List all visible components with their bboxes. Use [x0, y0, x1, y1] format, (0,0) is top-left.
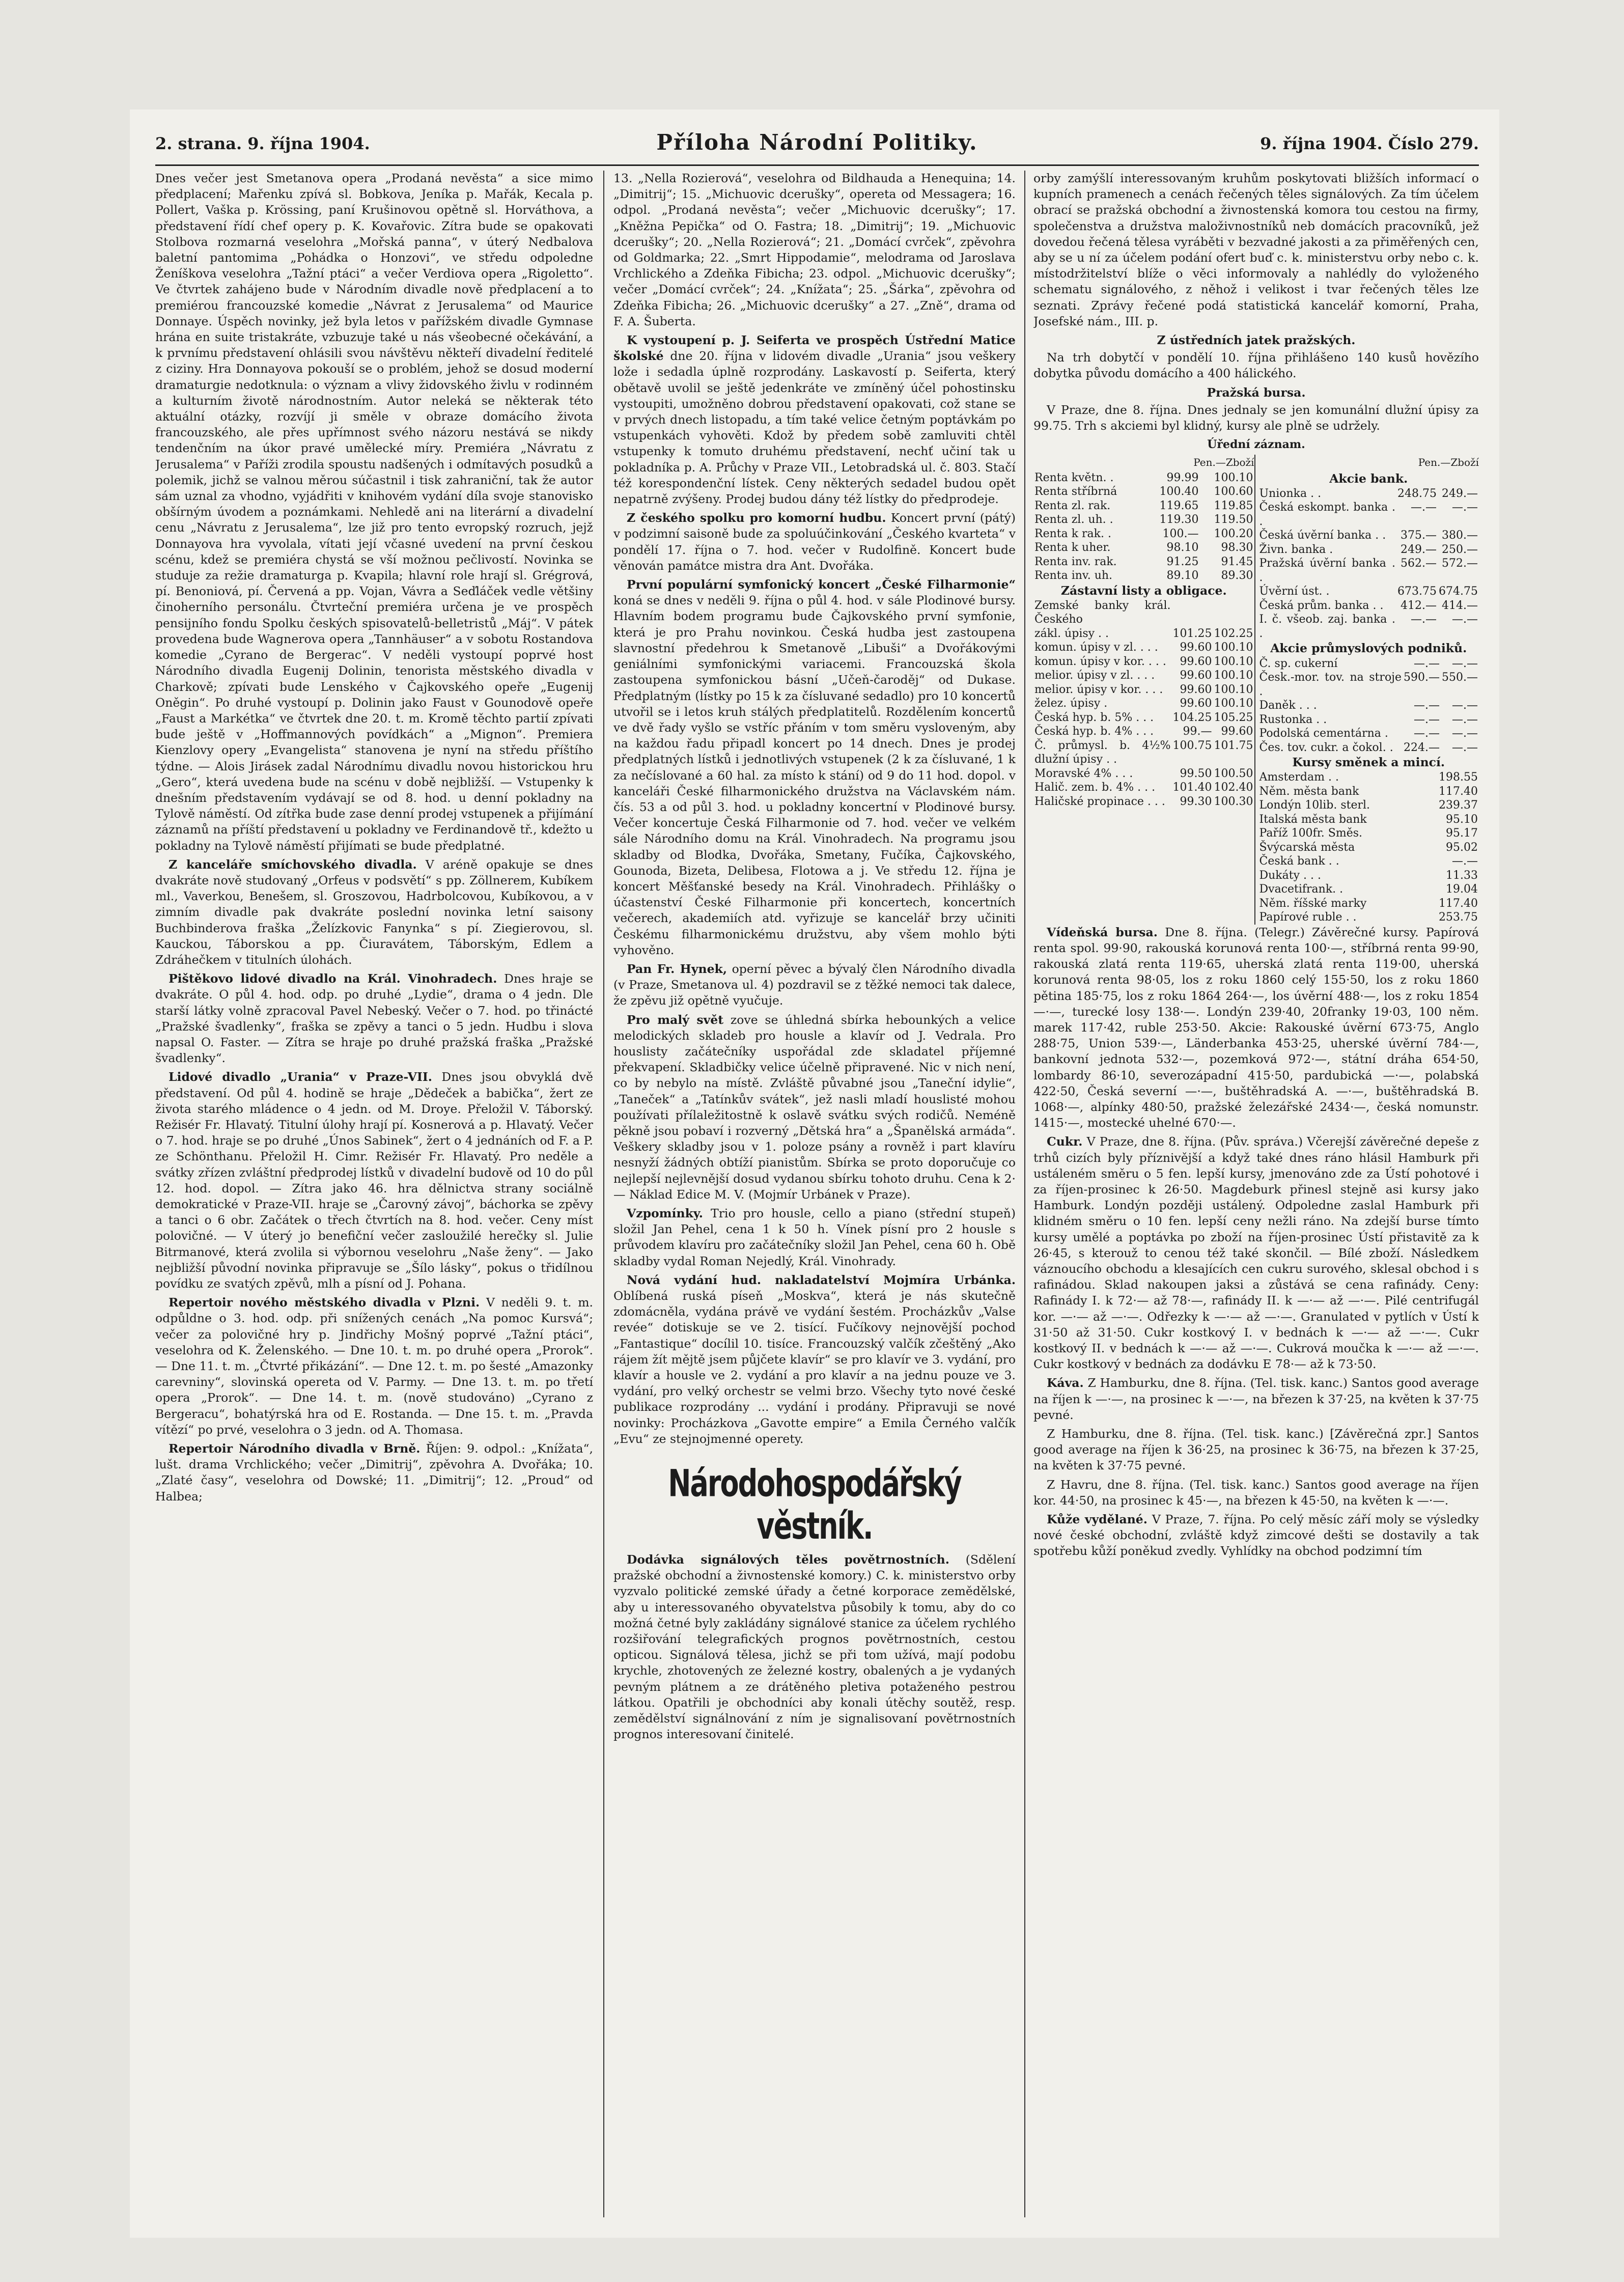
rate-row: [1258, 841, 1479, 855]
rate-value: —.—: [1414, 657, 1440, 670]
article-symphonic-heading: První populární symfonický koncert „České Filharmonie“: [627, 577, 1016, 592]
rate-value: 104.25: [1172, 711, 1212, 724]
rate-label: Italská města bank: [1259, 813, 1367, 826]
article-maly-svet: Pro malý svět zove se úhledná sbírka hebounkých a velice melodických skladeb pro housle a klavír od J. Vedrala. Pro houslisty začátečníky uspořádal zde skladatel příjemné překvapení. Skladbičky velice účelně připravené. Nic v nich není, co by nebylo na místě. Zvláště půvabné jsou „Taneční idylie“, „Taneček“ a „Tatínkův svátek“, jež nasli mladí houslisté mohou používati přílaležitostně k oslavě svátku svých rodičů. Neméně pěkně jsou pobaví i rozverný „Dětská hra“ a „Španělská armáda“. Veškery skladby jsou v 1. poloze psány a rovněž i part klavíru nesnyží žádných obtíží pianistům. Sbírka se proto doporučuje co nejlepší nejlevnější dosud vydanou sbírku tohoto druhu. Cena k 2·— Náklad Edice M. V. (Mojmír Urbánek v Praze).: [613, 1012, 1016, 1202]
rate-value: —.—: [1452, 501, 1478, 514]
article-plzen: Repertoir nového městského divadla v Plzni. V neděli 9. t. m. odpůldne o 3. hod. odp. při snížených cenách „Na pomoc Kursvá“; večer za polovičné hry p. Jindřichy Mošný poprvé „Tažní ptáci“, veselohra od K. Želenského. — Dne 10. t. m. po druhé opera „Prorok“. — Dne 11. t. m. „Čtvrté přikázání“. — Dne 12. t. m. po šesté „Amazonky carevniny“, slovinská opereta od V. Parmy. — Dne 13. t. m. po třetí opera „Prorok“. — Dne 14. t. m. (nově studováno) „Cyrano z Bergeracu“, bohatýrská hra od E. Rostanda. — Dne 15. t. m. „Pravda vítězí“ po prvé, veselohra o 3 jedn. od A. Thomasa.: [155, 1295, 593, 1437]
rate-row: [1258, 487, 1479, 501]
rate-value: 249.—: [1442, 487, 1478, 500]
rate-value: [1213, 599, 1254, 627]
rate-value: 100.75: [1172, 739, 1212, 752]
rate-row: [1033, 781, 1254, 795]
rate-value: 673.75: [1397, 585, 1437, 598]
column-3: [1033, 171, 1479, 2217]
article-smichov-heading: Z kanceláře smíchovského divadla.: [169, 857, 417, 872]
rate-value: 11.33: [1446, 869, 1478, 882]
rate-label: Úvěrní úst. .: [1259, 585, 1330, 598]
rate-row: [1033, 767, 1254, 781]
rate-row: [1258, 585, 1479, 599]
article-chamber-heading: Z českého spolku pro komorní hudbu.: [627, 511, 886, 525]
rate-value: 99.60: [1180, 683, 1212, 696]
rate-row: [1258, 854, 1479, 869]
rate-value: 99.60: [1221, 725, 1253, 738]
rate-label: Renta inv. rak.: [1034, 555, 1117, 568]
rate-value: —.—: [1411, 613, 1437, 626]
article-cukr: Cukr. V Praze, dne 8. října. (Pův. správa.) Včerejší závěrečné depeše z trhů cizích byly příznivější a když také dnes ráno hlásil Hamburk při ustáleném směru o 5 fen. lepší kursy, jmenováno zde za Ústí pohotové i za říjen-prosinec k 26·50. Magdeburk přinesl stejně asi kursy jako Hamburk. Londýn později ustálený. Odpoledne zaslal Hamburk při klidném směru o 10 fen. lepší ceny nežli ráno. Na zdejší burse tímto kursy umělé a poptávka po zboží na říjen-prosinec Ústí přistavitě za k 26·45, s kterouž to cenou též také skončil. — Bílé zboží. Následkem váznoucího obchodu a klesajících cen cukru surového, sklesal obchod i s rafinádou. Sklad nakoupen jaksi a zůstává se cena rafinády. Ceny: Rafinády I. k 72·— až 78·—, rafinády II. k —·— až —·—. Pilé centrifugál kor. —·— až —·—. Odřezky k —·— až —·—. Granulated v pytlích v Ústí k 31·50 až 31·50. Cukr kostkový I. v bednách k —·— až —·—. Cukr kostkový II. v bednách k —·— až —·—. Cukrová moučka k —·— až —·—. Cukr kostkový v bednách za dodávku E 78·— až k 73·50.: [1033, 1134, 1479, 1372]
rate-value: 100.10: [1214, 641, 1253, 654]
rate-value: —.—: [1411, 501, 1437, 514]
rate-label: Zemské banky král. Českého: [1034, 599, 1171, 626]
page-header: [155, 130, 1479, 160]
renta-table: [1033, 471, 1254, 583]
rate-label: Londýn 10lib. sterl.: [1259, 799, 1370, 812]
rate-row: [1033, 725, 1254, 739]
rate-value: 98.10: [1166, 541, 1199, 554]
rate-label: Česká úvěrní banka . .: [1259, 529, 1386, 542]
newspaper-page: [130, 109, 1499, 2238]
rate-label: Moravské 4% . . .: [1034, 767, 1133, 780]
official-record-heading: Úřední záznam.: [1207, 438, 1305, 452]
rate-label: Podolská cementárna .: [1259, 727, 1388, 740]
rate-row: [1258, 798, 1479, 813]
rate-value: 380.—: [1442, 529, 1478, 542]
header-title: Příloha Národní Politiky.: [656, 130, 978, 155]
rate-row: [1258, 599, 1479, 613]
rate-row: [1258, 741, 1479, 755]
rate-row: [1033, 513, 1254, 527]
rate-value: 99.—: [1183, 725, 1212, 738]
rate-label: Něm. města bank: [1259, 785, 1359, 798]
rate-label: I. č. všeob. zaj. banka . .: [1259, 613, 1396, 640]
rate-value: 102.25: [1214, 627, 1253, 640]
header-rule: [155, 164, 1479, 166]
rate-label: Papírové ruble . .: [1259, 911, 1357, 924]
rate-value: 100.10: [1214, 471, 1253, 484]
rate-value: —.—: [1452, 713, 1478, 726]
rate-label: želez. úpisy .: [1034, 697, 1108, 710]
rate-value: 198.55: [1439, 771, 1478, 784]
rate-value: 117.40: [1439, 897, 1478, 910]
akcie-table: [1258, 487, 1479, 641]
rate-value: 100.40: [1159, 485, 1199, 498]
column-2: [613, 171, 1016, 2217]
rate-value: 119.65: [1159, 499, 1199, 512]
akcie-heading: Akcie bank.: [1329, 471, 1408, 486]
article-hynek: Pan Fr. Hynek, operní pěvec a bývalý člen Národního divadla (v Praze, Smetanova ul. 4) pozdravil se z těžké nemoci tak dalece, že zpěvu již opětně vyučuje.: [613, 961, 1016, 1008]
article-vzpominky-heading: Vzpomínky.: [627, 1206, 703, 1220]
rate-value: 99.60: [1180, 641, 1212, 654]
rate-value: 100.10: [1214, 655, 1253, 668]
rate-value: 100.—: [1162, 527, 1199, 540]
article-national-theatre: Dnes večer jest Smetanova opera „Prodaná nevěsta“ a sice mimo předplacení; Mařenku zpívá sl. Bobkova, Jeníka p. Mařák, Kecala p. Pollert, Vaška p. Krössing, paní Krušinovou opětně sl. Horváthova, a představení řídí chef opery p. K. Kovařovic. Zítra bude se opakovati Stolbova rozmarná veselohra „Mořská panna“, v úterý Nedbalova baletní pantomima „Pohádka o Honzovi“, ve středu odpoledne Ženíškova veselohra „Tažní ptáci“ a večer Verdiova opera „Rigoletto“. Ve čtvrtek zahájeno bude v Národním divadle nově předplacení a to premiérou francouzské komedie „Návrat z Jerusalema“ od Maurice Donnaye. Úspěch novinky, jež byla letos v pařížském divadle Gymnase hrána en suite tristakráte, vzbuzuje také u nás všeobecné očekávání, a k prvnímu představení ohlásili svou návštěvu někteří divadelní ředitelé z ciziny. Hra Donnayova pokouší se o problém, jehož se dosud moderní dramaturgie nedotknula: o význam a vlivy židovského živlu v rodinném a kulturním životě národnostním. Autor neleká se některak této aktuální otázky, rozvíjí ji směle v obraze domácího života francouzského, ale přes upřímnost svého názoru nestává se nikdy tendenčním na úkor pravé umělecké míry. Premiéra „Návratu z Jerusalema“ v Paříži zrodila spoustu nadšených i odmítavých posudků a polemik, jichž se valnou měrou súčastnil i tisk zahraniční, tak že autor sám uznal za vhodno, vyjádřiti v knihovém vydání díla svoje stanovisko obšírným úvodem a poznámkami. Nehledě ani na literární a divadelní cenu „Návratu z Jerusalema“, lze již pro tento evropský rozruch, jejž Donnayova hra vyvolala, vítati její včasné uvedení na první českou scénu, kdež se premiéra chystá se vší možnou pečlivostí. Novinka se studuje za režie dramaturga p. Kvapila; hlavní role hrají sl. Grégrová, pí. Benoniová, pí. Červená a pp. Vojan, Vávra a Seďláček vedle většiny činoherního personálu. Čtvrteční premiéra určena je ve prospěch pensijního fondu Spolku českých spisovatelů-belletristů „Máj“. V pátek provedena bude Wagnerova opera „Tannhäuser“ a v sobotu Rostandova komedie „Cyrano de Bergerac“. V neděli vystoupí poprvé host Národního divadla Eugenij Dolinin, tenorista městského divadla v Charkově; zpívati bude Lenského v Čajkovského opeře „Eugenij Oněgin“. Po druhé vystoupí p. Dolinin jako Faust v Gounodově opeře „Faust a Markétka“ ve čtvrtek dne 20. t. m. Kromě těchto partií zpívati bude ještě v „Hoffmannových povídkách“ a „Mignon“. Premiera Kienzlovy opery „Evangelista“ stanovena je nyní na středu příštího týdne. — Alois Jirásek zadal Národnímu divadlu novou historickou hru „Gero“, která uvedena bude na scénu v době nejbližší. — Vstupenky k dnešním představením vydávají se od 8. hod. u denní pokladny na Tylově náměstí. Od zítřka bude zase denní prodej vstupenek a přijímání záznamů na příští představení u pokladny ve Ferdinandově tř., kdežto u pokladny na Tylově náměstí přijímati se bude předplatné.: [155, 171, 593, 853]
article-pistek-heading: Pištěkovo lidové divadlo na Král. Vinohradech.: [169, 971, 497, 986]
article-symphonic: První populární symfonický koncert „České Filharmonie“ koná se dnes v neděli 9. října o půl 4. hod. v sále Plodinové bursy. Hlavním bodem programu bude Čajkovského první symfonie, která je pro Prahu novinkou. Česká hudba jest zastoupena slavnostní předehrou k Smetanově „Libuši“ a Dvořákovými geniálními symfonickými variacemi. Francouzská škola zastoupena symfonickou básní „Učeň-čaroděj“ od Dukase. Předplatným (lístky po 15 k za čísluvané sedadlo) pro 10 koncertů utvořil se i letos kruh stálých předplatitelů. Rozdělením koncertů ve dvě řady vyšlo se vstříc přáním v tom směru vysloveným, aby na každou řadu připadl koncert po 14 dnech. Dnes je prodej předplatných lístků i jednotlivých vstupenek (2 k za čísluvané, 1 k za nečíslované a 60 hal. za místo k stání) od 9 do 11 hod. dopol. v kanceláři České filharmonického družstva na Václavském nám. čís. 53 a od půl 3. hod. u pokladny koncertní v Plodinové bursy. Večer koncertuje Česká Filharmonie od 7. hod. večer ve velkém sále Národního domu na Král. Vinohradech. Na programu jsou skladby od Blodka, Dvořáka, Smetany, Fučíka, Čajkovského, Gounoda, Bizeta, Delibesa, Flotowa a j. Ve středu 12. října je koncert Měšťanské besedy na Král. Vinohradech. Přihlášky o účastenství České Filharmonie při koncertech, koncertních večerech, akademiích atd. vyřizuje se kancelář brzy učiniti Českému filharmonickému družstvu, aby všem mohlo býti vyhověno.: [613, 577, 1016, 957]
article-kuze: Kůže vydělané. V Praze, 7. října. Po celý měsíc září moly se výsledky nové české obchodní, zvláště když zimcové dešti se dostavily a tak spotřebu kůží poněkud zvedly. Vyhlídky na obchod podzimní tím: [1033, 1512, 1479, 1559]
rate-label: Něm. říšské marky: [1259, 897, 1367, 910]
rate-row: [1033, 555, 1254, 569]
rate-row: [1033, 541, 1254, 555]
rate-value: 550.—: [1442, 671, 1478, 684]
rate-row: [1258, 528, 1479, 543]
kuze-heading: Kůže vydělané.: [1047, 1512, 1147, 1527]
rate-label: Renta inv. uh.: [1034, 569, 1113, 582]
article-urbanek-heading: Nová vydání hud. nakladatelství Mojmíra Urbánka.: [627, 1272, 1016, 1287]
column-separator-2: [1024, 171, 1025, 2217]
rate-value: 101.40: [1172, 781, 1212, 794]
rate-label: Daněk . . .: [1259, 699, 1317, 712]
rate-row: [1258, 699, 1479, 713]
rate-value: 100.50: [1214, 767, 1253, 780]
prum-heading: Akcie průmyslových podniků.: [1270, 641, 1467, 656]
rate-label: Česk.-mor. tov. na stroje .: [1259, 671, 1402, 698]
article-viden: Vídeňská bursa. Dne 8. října. (Telegr.) Závěrečné kursy. Papírová renta spol. 99·90, rakouská korunová renta 100·—, stříbrná renta 99·90, rakouská zlatá renta 119·65, uherská zlatá renta 119·00, uherská korunová renta 98·05, los z roku 1860 celý 155·50, los z roku 1860 pětina 185·75, los z roku 1864 264·—, los úvěrní 488·—, los z roku 1854 —·—, turecké losy 138·—. Londýn 239·40, 20franky 19·03, 100 něm. marek 117·42, ruble 253·50. Akcie: Rakouské úvěrní 673·75, Anglo 288·75, Union 539·—, Länderbanka 453·25, uherské úvěrní 784·—, bankovní jednota 532·—, pozemková 972·—, státní dráha 654·50, lombardy 86·10, severozápadní 415·50, pardubická —·—, polabská 422·50, Česká severní —·—, buštěhradská A. —·—, buštěhradská B. 1068·—, alpínky 480·50, pražské železářské 2434·—, česká nomunstr. 1415·—, mostecké uhelné 670·—.: [1033, 925, 1479, 1130]
rate-label: Česká bank . .: [1259, 855, 1339, 868]
stock-tables: [1033, 455, 1479, 924]
rate-value: 98.30: [1221, 541, 1253, 554]
rate-label: Čes. tov. cukr. a čokol. .: [1259, 741, 1393, 754]
article-brno-cont: 13. „Nella Rozierová“, veselohra od Bildhauda a Henequina; 14. „Dimitrij“; 15. „Michuovic dcerušky“, opereta od Messagera; 16. odpol. „Prodaná nevěsta“; večer „Michuovic dcerušky“; 17. „Kněžna Pepička“ od O. Fastra; 18. „Dimitrij“; 19. „Michuovic dcerušky“; 20. „Nella Rozierová“; 21. „Domácí cvrček“, zpěvohra od Goldmarka; 22. „Smrt Hippodamie“, melodrama od Jaroslava Vrchlického a Zdeňka Fibicha; 23. odpol. „Michuovic dcerušky“; večer „Domácí cvrček“; 24. „Knížata“; 25. „Šárka“, zpěvohra od Zdeňka Fibicha; 26. „Michuovic dcerušky“ a 27. „Zně“, drama od F. A. Šuberta.: [613, 171, 1016, 328]
rate-row: [1258, 727, 1479, 741]
rate-value: [1172, 599, 1213, 627]
rate-value: 89.30: [1221, 569, 1253, 582]
rate-label: Amsterdam . .: [1259, 771, 1339, 784]
article-chamber-music: Z českého spolku pro komorní hudbu. Koncert první (pátý) v podzimní saisoně bude za spoluúčinkování „Českého kvarteta“ v pondělí 17. října o 7. hod. večer v Rudolfině. Koncert bude věnován památce mistra dra Ant. Dvořáka.: [613, 511, 1016, 573]
rate-label: Živn. banka .: [1259, 543, 1333, 556]
rate-label: Renta stříbrná: [1034, 485, 1117, 498]
rate-value: 91.25: [1166, 555, 1199, 568]
rate-row: [1033, 683, 1254, 697]
rate-value: 119.85: [1214, 499, 1253, 512]
rate-label: Dukáty . . .: [1259, 869, 1321, 882]
article-signal-cont: orby zamýšlí interessovaným kruhům poskytovati bližších informací o kupních pramenech a cenách řečených těles signálových. Za tím účelem obrací se pražská obchodní a živnostenská komora tou cestou na firmy, společenstva a družstva maloživnostníků neb domácích pracovníků, jež dovedou řečená tělesa vyráběti v bezvadné jakosti a za přiměřených cen, aby se u ní za účelem podání ofert buď c. k. ministerstvu orby nebo c. k. místodržitelství blíže o věci informovaly a nahlédly do vyloženého schematu signálového, z něhož i velikost i tvar řečených těles lze seznati. Zprávy řečené podá statistická kancelář komorní, Praha, Josefské nám., III. p.: [1033, 171, 1479, 328]
rate-value: 412.—: [1401, 599, 1437, 612]
rate-value: 248.75: [1397, 487, 1437, 500]
article-urbanek: Nová vydání hud. nakladatelství Mojmíra Urbánka. Oblíbená ruská píseň „Moskva“, která je nás skutečně zdomácněla, vydána právě ve vydání šestém. Procházkův „Valse revée“ dotiskuje se ve 2. tisící. Fučíkovy nejnovější pochod „Fantastique“ docílil 10. tisíce. Francouzský valčík zčeštěný „Ako rájem žít mějtě jsem půjčete klavír“ se pro klavír ve 3. vydání, pro klavír a housle ve 2. vydání a pro klavír a na jednu pouze ve 3. vydání, pro velký orchestr se velmi brzo. Všechy tyto nové české publikace rozprodány ... vydání i prodány. Připravuji se nové novinky: Procházkova „Gavotte empire“ a Emila Černého valčík „Evu“ ze stejnojmenné operety.: [613, 1272, 1016, 1446]
rate-value: 102.40: [1214, 781, 1253, 794]
rate-row: [1033, 669, 1254, 683]
rate-value: 100.30: [1214, 795, 1253, 808]
rate-label: melior. úpisy v kor. . . .: [1034, 683, 1163, 696]
rate-label: Renta zl. uh. .: [1034, 513, 1113, 526]
rate-value: 99.60: [1180, 697, 1212, 710]
rate-label: Halič. zem. b. 4% . . .: [1034, 781, 1156, 794]
rate-label: Česká hyp. b. 5% . . .: [1034, 711, 1154, 724]
kava-heading: Káva.: [1047, 1376, 1084, 1390]
rate-value: 101.25: [1172, 627, 1212, 640]
rate-row: [1258, 713, 1479, 727]
section-title-economy: Národohospodářský věstník.: [668, 1461, 961, 1548]
rate-value: 100.10: [1214, 683, 1253, 696]
rate-row: [1033, 471, 1254, 485]
rate-value: 119.50: [1214, 513, 1253, 526]
rate-row: [1033, 527, 1254, 541]
rate-label: Č. průmysl. b. 4½% dlužní úpisy . .: [1034, 739, 1171, 766]
rate-label: Unionka . .: [1259, 487, 1322, 500]
rate-value: 100.10: [1214, 669, 1253, 682]
article-urania: Lidové divadlo „Urania“ v Praze-VII. Dnes jsou obvyklá dvě představení. Od půl 4. hodině se hraje „Dědeček a babička“, žert ze života starého mládence o 4 jedn. od M. Droye. Přeložil V. Táborský. Režisér Fr. Hlavatý. Titulní úlohy hrají pí. Kosnerová a p. Hlavatý. Večer o 7. hod. hraje se po druhé „Únos Sabinek“, žert o 4 jednáních od F. a P. ze Schönthanu. Přeložil H. Cimr. Režisér Fr. Hlavatý. Pro neděle a svátky zřízen zvláštní předprodej lístků v divadelní budově od 10 do půl 12. hod. dopol. — Zítra jako 46. hra dělnictva strany sociálně demokratické v Praze-VII. hraje se „Čarovný závoj“, báchorka se zpěvy a tanci o 6 obr. Začátek o třech čtvrtích na 8. hod. večer. Ceny míst polovičné. — V úterý jo benefiční večer zasloužilé herečky sl. Julie Bitrmanové, která zvolila si výbornou veselohru „Naše ženy“. — Jako nejbližší původní novinka připravuje se „Šílo lásky“, pokus o třidílnou povídku ze svatých zpěvů, mlh a písní od J. Pohana.: [155, 1070, 593, 1291]
column-1: [155, 171, 593, 2217]
zastavni-heading: Zástavní listy a obligace.: [1060, 583, 1227, 598]
article-urania-heading: Lidové divadlo „Urania“ v Praze-VII.: [169, 1070, 432, 1084]
rate-value: 89.10: [1166, 569, 1199, 582]
rate-value: —.—: [1414, 699, 1440, 712]
rate-row: [1258, 882, 1479, 897]
col-header-right: Pen.—Zboží: [1418, 456, 1479, 469]
rate-label: Česká prům. banka . .: [1259, 599, 1384, 612]
article-signal-heading: Dodávka signálových těles povětrnostních.: [627, 1552, 949, 1567]
rate-row: [1033, 795, 1254, 809]
article-jatky: Na trh dobytčí v pondělí 10. října přihlášeno 140 kusů hovězího dobytka původu domácího a 400 hálického.: [1033, 350, 1479, 381]
article-pistek: Pištěkovo lidové divadlo na Král. Vinohradech. Dnes hraje se dvakráte. O půl 4. hod. odp. po druhé „Lydie“, drama o 4 jedn. Dle starší látky volně zpracoval Pavel Nebeský. Večer o 7. hod. po třinácté „Pražské švadlenky“, fraška se zpěvy a tanci o 5 jedn. Hudbu i slova napsal O. Faster. — Zítra se hraje po druhé pražská fraška „Pražské švadlenky“.: [155, 971, 593, 1066]
rate-label: Haličské propinace . . .: [1034, 795, 1165, 808]
article-havr: Z Havru, dne 8. října. (Tel. tisk. kanc.) Santos good average na říjen kor. 44·50, na prosinec k 45·—, na březen k 45·50, na květen k —·—.: [1033, 1477, 1479, 1508]
rate-label: Paříž 100fr. Směs.: [1259, 827, 1363, 840]
article-signal: Dodávka signálových těles povětrnostních. (Sdělení pražské obchodní a živnostenské komory.) C. k. ministerstvo orby vyzvalo politické zemské úřady a četné korporace zemědělské, aby u interessovaného obyvatelstva působily k tomu, aby do co možná četné byly zakládány signálové stanice za účelem rychlého rozšiřování telegrafických prognos povětrnostních, cestou opticou. Signálová tělesa, jichž se při tom užívá, mají podobu krychle, zhotovených ze železné kostry, obalených a je vydaných pevným plátnem a ze drátěného pletiva potaženého pestrou látkou. Opatřili je obchodníci aby konali útěchy soutěž, resp. zemědělství signálnování z ním je signalisovaní povětrnostních prognos interesovaní činitelé.: [613, 1552, 1016, 1742]
rate-label: Č. sp. cukerní: [1259, 657, 1338, 670]
rate-value: —.—: [1414, 713, 1440, 726]
rate-value: 119.30: [1159, 513, 1199, 526]
rate-row: [1258, 826, 1479, 841]
rate-value: 250.—: [1442, 543, 1478, 556]
rate-label: Švýcarská města: [1259, 841, 1355, 854]
rate-value: —.—: [1452, 727, 1478, 740]
article-seifert: K vystoupení p. J. Seiferta ve prospěch Ústřední Matice školské dne 20. října v lidovém divadle „Urania“ jsou veškery lože i sedadla úplně rozprodány. Laskavostí p. Seiferta, který obětavě uvolil se ještě jedenkráte ve zmíněný účel pohostinsku vystoupiti, umožněno dobrou představení opakovati, což stane se v prvých dnech listopadu, a tím také velice četným poptávkám po vstupenkách vyhověti. Kdož by předem sobě zamluviti chtěl vstupenky k tomuto druhému představení, nechť učiní tak u pokladníka p. A. Průchy v Praze VII., Letobradská ul. č. 803. Stačí též korespondenční lístek. Ceny některých sedadel budou opět nepatrně zvýšeny. Prodej budou dány též lístky do předprodeje.: [613, 333, 1016, 507]
rate-value: 19.04: [1446, 883, 1478, 896]
rate-row: [1033, 655, 1254, 669]
smenky-table: [1258, 770, 1479, 925]
rate-value: —.—: [1452, 699, 1478, 712]
jatky-heading: Z ústředních jatek pražských.: [1157, 333, 1356, 348]
article-brno: Repertoir Národního divadla v Brně. Říjen: 9. odpol.: „Knížata“, lušt. drama Vrchlického; večer „Dimitrij“, zpěvohra A. Dvořáka; 10. „Zlaté časy“, veselohra od Dowské; 11. „Dimitrij“; 12. „Proud“ od Halbea;: [155, 1441, 593, 1504]
cukr-heading: Cukr.: [1047, 1134, 1083, 1149]
rate-value: 95.10: [1446, 813, 1478, 826]
rate-row: [1033, 499, 1254, 513]
rate-value: —.—: [1452, 741, 1478, 754]
rate-label: Renta k uher.: [1034, 541, 1111, 554]
article-hamburk-2: Z Hamburku, dne 8. října. (Tel. tisk. kanc.) [Závěrečná zpr.] Santos good average na říjen k 36·25, na prosinec k 36·75, na březen k 37·25, na květen k 37·75 pevné.: [1033, 1427, 1479, 1473]
rate-value: 99.50: [1180, 767, 1212, 780]
rate-value: 562.—: [1401, 557, 1437, 570]
rate-value: 95.17: [1446, 827, 1478, 840]
stock-right: [1254, 455, 1479, 924]
rate-row: [1033, 599, 1254, 627]
rate-value: 253.75: [1439, 911, 1478, 924]
col-header-left: Pen.—Zboží: [1193, 456, 1254, 469]
zastavni-table: [1033, 599, 1254, 809]
rate-label: Renta zl. rak.: [1034, 499, 1111, 512]
rate-row: [1033, 641, 1254, 655]
article-smichov: Z kanceláře smíchovského divadla. V aréně opakuje se dnes dvakráte nově studovaný „Orfeus v podsvětí“ s pp. Zöllnerem, Kubíkem ml., Vaverkou, Benešem, sl. Groszovou, Hadrbolcovou, Kubíkovou, a v zimním divadle pak dvakráte poslední novinka letní saisony Buchbinderova fraška „Želízkovic Fanynka“ s pí. Ziegierovou, sl. Kauckou, Táborskou a pp. Čiuravátem, Táborským, Edlem a Zdráhečkem v titulních úlohách.: [155, 857, 593, 967]
rate-value: 101.75: [1214, 739, 1253, 752]
rate-row: [1258, 657, 1479, 671]
stock-left: [1033, 455, 1254, 924]
header-left: 2. strana. 9. října 1904.: [155, 134, 370, 153]
rate-label: zákl. úpisy . .: [1034, 627, 1109, 640]
article-bursa: V Praze, dne 8. října. Dnes jednaly se jen komunální dlužní úpisy za 99.75. Trh s akciemi byl klidný, kursy ale plně se udržely.: [1033, 402, 1479, 433]
article-plzen-heading: Repertoir nového městského divadla v Plzni.: [169, 1295, 480, 1310]
rate-label: Česká eskompt. banka . .: [1259, 501, 1396, 528]
rate-value: —.—: [1452, 855, 1478, 868]
rate-row: [1033, 739, 1254, 767]
rate-value: 100.60: [1214, 485, 1253, 498]
rate-value: 105.25: [1214, 711, 1253, 724]
rate-row: [1258, 813, 1479, 827]
rate-row: [1033, 627, 1254, 641]
rate-value: 117.40: [1439, 785, 1478, 798]
rate-value: 572.—: [1442, 557, 1478, 570]
rate-label: Renta květn. .: [1034, 471, 1114, 484]
rate-row: [1258, 500, 1479, 528]
bursa-heading: Pražská bursa.: [1207, 385, 1306, 400]
article-maly-svet-heading: Pro malý svět: [627, 1012, 724, 1027]
rate-value: 590.—: [1404, 671, 1440, 684]
rate-label: Renta k rak. .: [1034, 527, 1111, 540]
rate-value: 99.99: [1166, 471, 1199, 484]
rate-value: 100.10: [1214, 697, 1253, 710]
rate-label: melior. úpisy v zl. . . .: [1034, 669, 1155, 682]
rate-value: 99.60: [1180, 655, 1212, 668]
header-right: 9. října 1904. Číslo 279.: [1260, 134, 1479, 153]
rate-row: [1258, 869, 1479, 883]
rate-row: [1033, 569, 1254, 583]
rate-row: [1258, 897, 1479, 911]
rate-label: Česká hyp. b. 4% . . .: [1034, 725, 1154, 738]
rate-value: 100.20: [1214, 527, 1253, 540]
rate-label: komun. úpisy v zl. . . .: [1034, 641, 1158, 654]
rate-value: 414.—: [1442, 599, 1478, 612]
rate-value: 99.60: [1180, 669, 1212, 682]
rate-value: —.—: [1452, 613, 1478, 626]
rate-row: [1258, 613, 1479, 641]
rate-row: [1258, 556, 1479, 585]
smenky-heading: Kursy směnek a mincí.: [1292, 755, 1445, 770]
rate-row: [1258, 910, 1479, 925]
rate-value: —.—: [1414, 727, 1440, 740]
rate-value: 91.45: [1221, 555, 1253, 568]
rate-row: [1033, 711, 1254, 725]
viden-heading: Vídeňská bursa.: [1047, 925, 1158, 939]
rate-value: 674.75: [1439, 585, 1478, 598]
rate-label: Dvacetifrank. .: [1259, 883, 1343, 896]
rate-row: [1258, 543, 1479, 557]
rate-label: komun. úpisy v kor. . . .: [1034, 655, 1166, 668]
rate-value: 375.—: [1401, 529, 1437, 542]
prum-table: [1258, 657, 1479, 755]
rate-label: Pražská úvěrní banka . .: [1259, 557, 1396, 584]
rate-row: [1258, 671, 1479, 699]
rate-row: [1258, 785, 1479, 799]
article-vzpominky: Vzpomínky. Trio pro housle, cello a piano (střední stupeň) složil Jan Pehel, cena 1 k 50 h. Vínek písní pro 2 housle s průvodem klavíru pro začátečníky složil Jan Pehel, cena 60 h. Obě skladby vydal Roman Nejedlý, Král. Vinohrady.: [613, 1206, 1016, 1268]
rate-value: —.—: [1452, 657, 1478, 670]
article-seifert-heading: K vystoupení p. J. Seiferta ve prospěch Ústřední Matice školské: [613, 333, 1016, 364]
column-separator-1: [603, 171, 604, 2217]
rate-label: Rustonka . .: [1259, 713, 1327, 726]
rate-row: [1258, 770, 1479, 785]
rate-value: 95.02: [1446, 841, 1478, 854]
article-kava: Káva. Z Hamburku, dne 8. října. (Tel. tisk. kanc.) Santos good average na říjen k —·—, na prosinec k —·—, na březen k 37·25, na květen k 37·75 pevné.: [1033, 1376, 1479, 1422]
article-hynek-heading: Pan Fr. Hynek,: [627, 961, 727, 976]
rate-value: 224.—: [1404, 741, 1440, 754]
rate-value: 249.—: [1401, 543, 1437, 556]
rate-row: [1033, 485, 1254, 499]
rate-row: [1033, 697, 1254, 711]
article-brno-heading: Repertoir Národního divadla v Brně.: [169, 1441, 421, 1456]
rate-value: 239.37: [1439, 799, 1478, 812]
rate-value: 99.30: [1180, 795, 1212, 808]
